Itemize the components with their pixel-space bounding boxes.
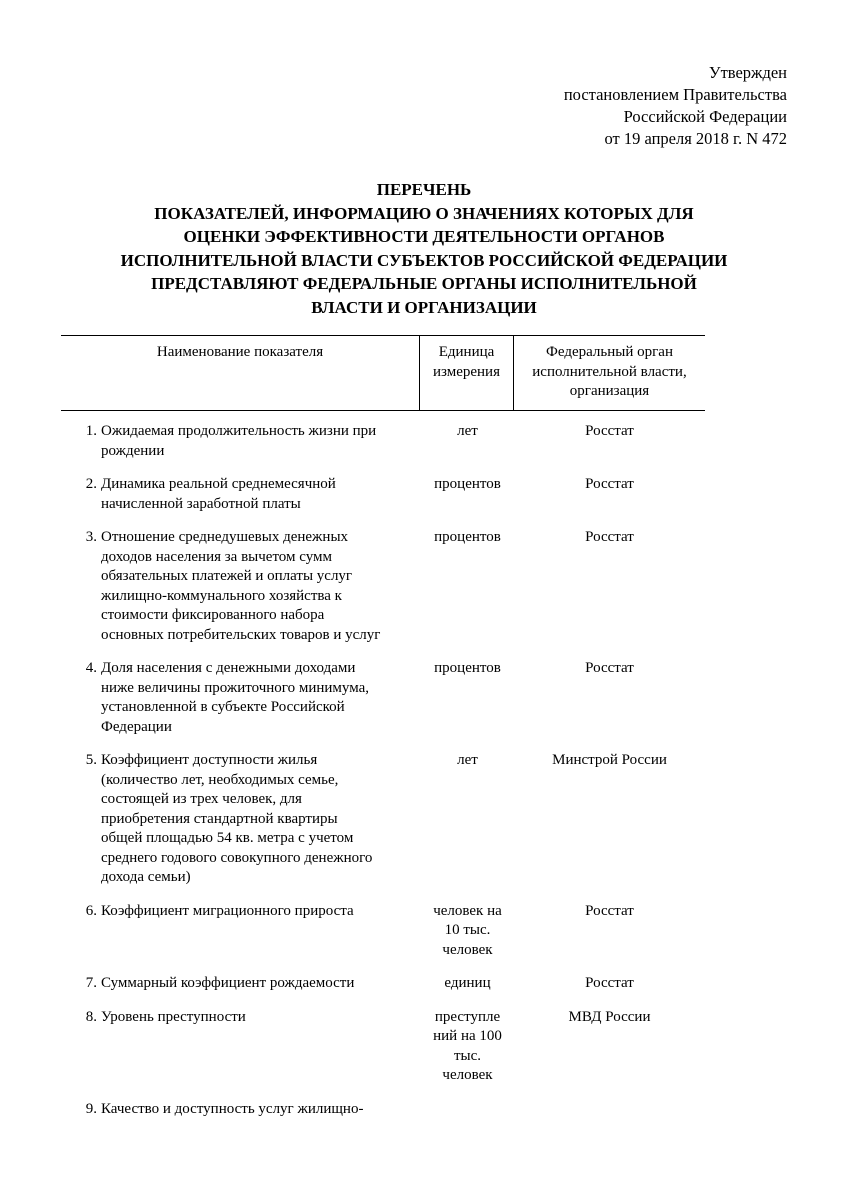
row-number: 7. (85, 975, 97, 991)
row-number: 2. (85, 476, 97, 492)
unit-of-measure (421, 475, 514, 514)
table-row (61, 751, 705, 888)
indicator-name-line: основных потребительских товаров и услуг (101, 626, 381, 643)
title-line: ПЕРЕЧЕНЬ (376, 180, 472, 199)
unit-of-measure (421, 751, 514, 888)
indicator-name-line: Ожидаемая продолжительность жизни при (101, 423, 377, 439)
indicator-name-line: Доля населения с денежными доходами (101, 660, 356, 676)
table-row (61, 528, 705, 645)
title-line: ПРЕДСТАВЛЯЮТ ФЕДЕРАЛЬНЫЕ ОРГАНЫ ИСПОЛНИТЕЛЬНОЙ (151, 274, 697, 293)
title-line: ВЛАСТИ И ОРГАНИЗАЦИИ (311, 297, 537, 317)
indicator-name-line: среднего годового совокупного денежного (101, 849, 373, 866)
indicator-name-line: жилищно-коммунального хозяйства к (101, 587, 342, 604)
row-number: 6. (85, 902, 97, 919)
document-title (40, 178, 808, 319)
unit-line: человек (442, 941, 493, 958)
indicator-name-line: общей площадью 54 кв. метра с учетом (101, 830, 354, 846)
federal-body-line: Росстат (585, 476, 634, 492)
unit-line: процентов (434, 476, 501, 492)
row-number: 1. (85, 423, 97, 439)
indicator-name (99, 528, 421, 645)
table-row (61, 1008, 705, 1086)
indicator-name (99, 422, 421, 461)
indicator-name-line: установленной в субъекте Российской (101, 699, 345, 715)
federal-body-line: Росстат (585, 660, 634, 676)
indicator-name-line: Отношение среднедушевых денежных (101, 529, 349, 545)
unit-line: тыс. (453, 1047, 482, 1064)
indicator-name-line: Уровень преступности (101, 1008, 246, 1025)
unit-line: ний на 100 (433, 1028, 502, 1044)
table-row (61, 902, 705, 961)
indicators-table (61, 335, 705, 1133)
row-number: 8. (85, 1008, 97, 1025)
table-header (61, 335, 705, 411)
unit-line: 10 тыс. (444, 922, 491, 938)
header-text: Наименование показателя (156, 344, 324, 360)
indicator-name-line: доходов населения за вычетом сумм (101, 548, 333, 565)
indicator-name-line: Суммарный коэффициент рождаемости (101, 975, 355, 991)
row-number: 3. (85, 529, 97, 545)
federal-body-line: Росстат (585, 902, 634, 919)
unit-of-measure (421, 1008, 514, 1086)
unit-line: лет (457, 752, 478, 768)
indicator-name-line: приобретения стандартной квартиры (101, 810, 338, 827)
title-line: ИСПОЛНИТЕЛЬНОЙ ВЛАСТИ СУБЪЕКТОВ РОССИЙСКОЙ ФЕДЕРАЦИИ (120, 250, 728, 270)
federal-body (514, 422, 705, 461)
indicator-name (99, 1100, 421, 1120)
indicator-name-line: обязательных платежей и оплаты услуг (101, 568, 353, 584)
federal-body-line: МВД России (568, 1008, 651, 1025)
header-unit (420, 343, 513, 382)
indicator-name-line: стоимости фиксированного набора (101, 607, 325, 623)
header-federal-body (514, 343, 705, 402)
indicator-name-line: Коэффициент доступности жилья (101, 752, 318, 768)
unit-line: единиц (444, 975, 491, 991)
indicator-name (99, 1008, 421, 1086)
table-row (61, 1100, 705, 1120)
federal-body (514, 1008, 705, 1086)
unit-line: процентов (434, 529, 501, 545)
approval-stamp (564, 62, 787, 150)
indicator-name (99, 659, 421, 737)
unit-of-measure (421, 974, 514, 994)
unit-of-measure (421, 902, 514, 961)
federal-body-line: Росстат (585, 423, 634, 439)
unit-of-measure (421, 422, 514, 461)
header-text: измерения (432, 363, 500, 380)
federal-body (514, 751, 705, 888)
unit-of-measure (421, 528, 514, 645)
indicator-name-line: (количество лет, необходимых семье, (101, 771, 339, 788)
indicator-name-line: Динамика реальной среднемесячной (101, 476, 336, 492)
federal-body (514, 974, 705, 994)
table-row (61, 422, 705, 461)
header-text: исполнительной власти, (532, 363, 687, 380)
federal-body-line: Росстат (585, 529, 634, 545)
unit-line: человек (442, 1067, 493, 1083)
unit-line: процентов (434, 660, 501, 676)
title-line: ОЦЕНКИ ЭФФЕКТИВНОСТИ ДЕЯТЕЛЬНОСТИ ОРГАНОВ (183, 227, 665, 246)
table-row (61, 475, 705, 514)
row-number: 5. (85, 752, 97, 768)
federal-body (514, 475, 705, 514)
federal-body (514, 902, 705, 961)
federal-body-line: Росстат (585, 975, 634, 991)
federal-body (514, 528, 705, 645)
federal-body-line: Минстрой России (552, 752, 667, 768)
header-text: Федеральный орган (546, 344, 673, 360)
unit-line: лет (457, 423, 478, 439)
unit-of-measure (421, 1100, 514, 1120)
unit-of-measure (421, 659, 514, 737)
indicator-name (99, 974, 421, 994)
indicator-name-line: Федерации (101, 718, 172, 735)
indicator-name (99, 475, 421, 514)
indicator-name (99, 902, 421, 961)
approval-line: от 19 апреля 2018 г. N 472 (604, 129, 787, 148)
federal-body (514, 659, 705, 737)
indicator-name-line: рождении (101, 442, 165, 459)
table-row (61, 659, 705, 737)
title-line: ПОКАЗАТЕЛЕЙ, ИНФОРМАЦИЮ О ЗНАЧЕНИЯХ КОТОРЫХ ДЛЯ (154, 203, 694, 223)
header-text: Единица (438, 344, 495, 360)
federal-body (514, 1100, 705, 1120)
header-text: организация (569, 383, 650, 399)
indicator-name-line: ниже величины прожиточного минимума, (101, 679, 370, 696)
indicator-name-line: Коэффициент миграционного прироста (101, 902, 354, 919)
indicator-name-line: состоящей из трех человек, для (101, 791, 302, 807)
approval-line: Утвержден (708, 63, 787, 82)
indicator-name-line: начисленной заработной платы (101, 495, 301, 512)
indicator-name-line: дохода семьи) (101, 869, 191, 885)
row-number: 9. (85, 1100, 97, 1117)
unit-line: преступле (434, 1008, 501, 1025)
table-row (61, 974, 705, 994)
header-indicator-name (61, 343, 419, 363)
unit-line: человек на (433, 902, 502, 919)
row-number: 4. (85, 660, 97, 676)
indicator-name (99, 751, 421, 888)
approval-line: постановлением Правительства (563, 85, 787, 104)
table-body (61, 422, 705, 1119)
approval-line: Российской Федерации (623, 107, 787, 126)
indicator-name-line: Качество и доступность услуг жилищно- (101, 1100, 364, 1117)
